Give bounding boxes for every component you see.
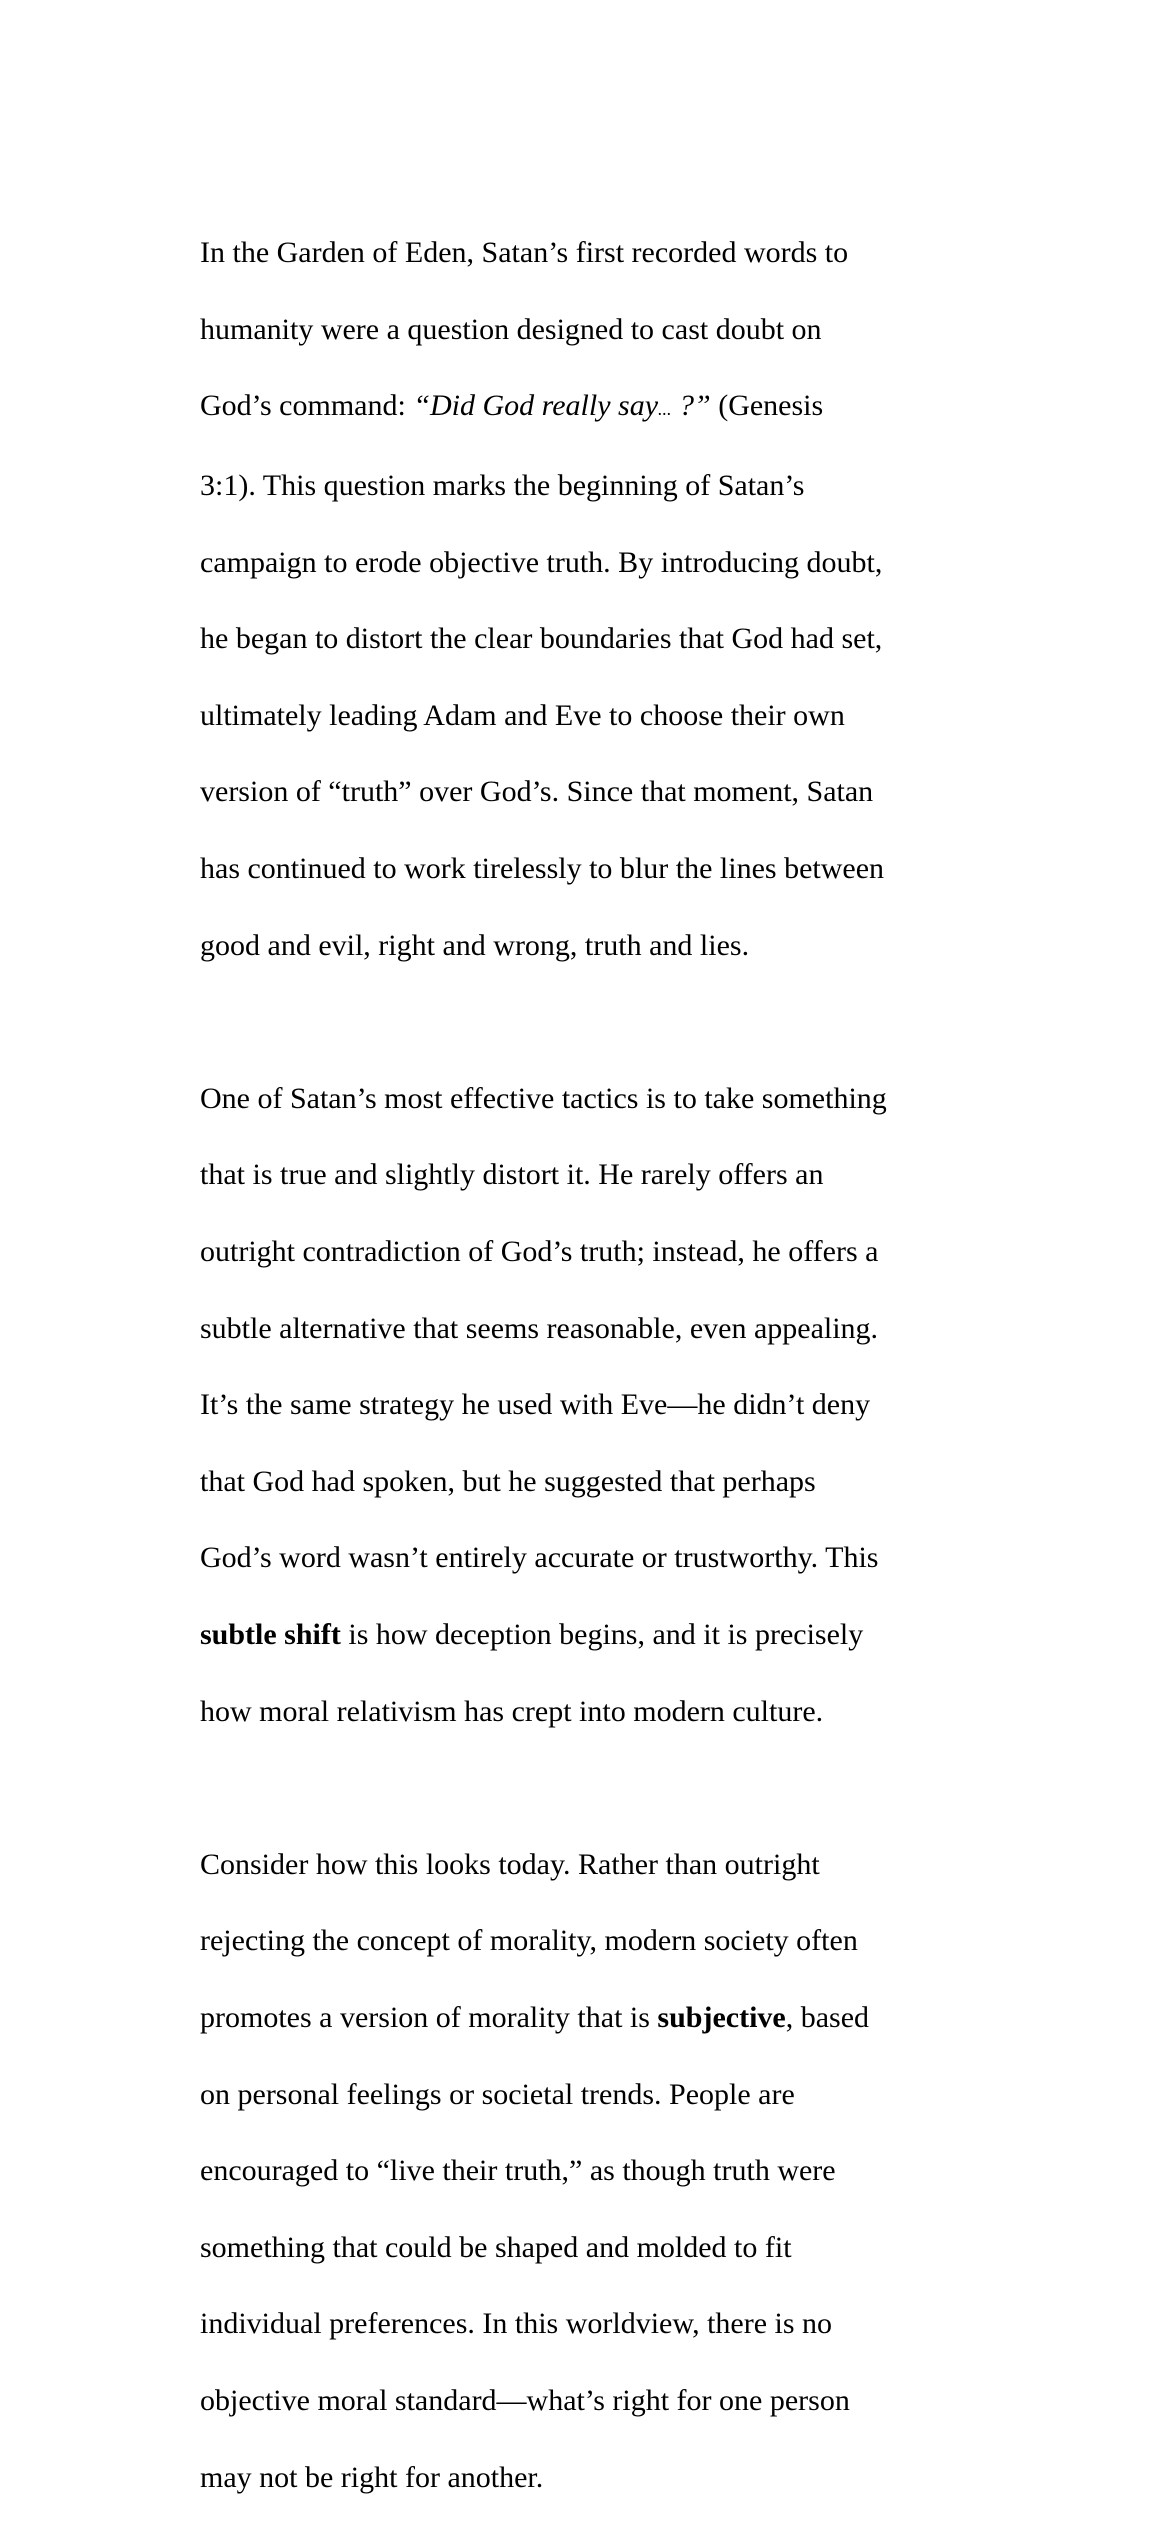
paragraph-2 [200,1042,980,1770]
text-line [200,1999,980,2037]
quote-ellipsis: ... [658,399,672,420]
text-line: subtle alternative that seems reasonable, even appealing. [200,1311,879,1345]
text-line: One of Satan’s most effective tactics is to take something [200,1081,887,1115]
scripture-quote: “Did God really say [413,389,659,423]
text-line: outright contradiction of God’s truth; instead, he offers a [200,1235,879,1269]
text-line: In the Garden of Eden, Satan’s first recorded words to [200,236,849,270]
text-line: something that could be shaped and molded to fit [200,2230,792,2264]
text-line: humanity were a question designed to cast doubt on [200,312,822,346]
emphasis-bold: subjective [657,2000,786,2034]
text-line: on personal feelings or societal trends. People are [200,2077,795,2111]
text-line: may not be right for another. [200,2460,544,2494]
text-run: God’s command: [200,389,414,423]
text-line: rejecting the concept of morality, modern society often [200,1924,858,1958]
document-page [200,196,980,2535]
paragraph-1 [200,196,980,1003]
text-line [200,387,980,428]
text-line: version of “truth” over God’s. Since that moment, Satan [200,775,874,809]
text-line: he began to distort the clear boundaries that God had set, [200,622,883,656]
text-line: Consider how this looks today. Rather than outright [200,1847,820,1881]
emphasis-bold: subtle shift [200,1617,341,1651]
text-run: is how deception begins, and it is precisely [340,1617,864,1651]
text-line: 3:1). This question marks the beginning of Satan’s [200,469,805,503]
text-line: that God had spoken, but he suggested that perhaps [200,1464,816,1498]
text-run: , based [785,2000,870,2034]
text-line: encouraged to “live their truth,” as though truth were [200,2154,836,2188]
text-line: God’s word wasn’t entirely accurate or trustworthy. This [200,1541,879,1575]
text-line: has continued to work tirelessly to blur the lines between [200,852,885,886]
text-run: promotes a version of morality that is [200,2000,658,2034]
text-line: It’s the same strategy he used with Eve—he didn’t deny [200,1388,871,1422]
text-line: ultimately leading Adam and Eve to choose their own [200,698,845,732]
text-line [200,1616,980,1654]
text-line: campaign to erode objective truth. By introducing doubt, [200,545,883,579]
scripture-quote-end: ?” [671,389,711,423]
text-line: good and evil, right and wrong, truth and lies. [200,928,750,962]
text-line: individual preferences. In this worldview, there is no [200,2307,833,2341]
paragraph-3 [200,1807,980,2535]
text-line: that is true and slightly distort it. He rarely offers an [200,1158,824,1192]
text-line: how moral relativism has crept into modern culture. [200,1694,824,1728]
text-run: (Genesis [710,389,824,423]
text-line: objective moral standard—what’s right for one person [200,2383,850,2417]
